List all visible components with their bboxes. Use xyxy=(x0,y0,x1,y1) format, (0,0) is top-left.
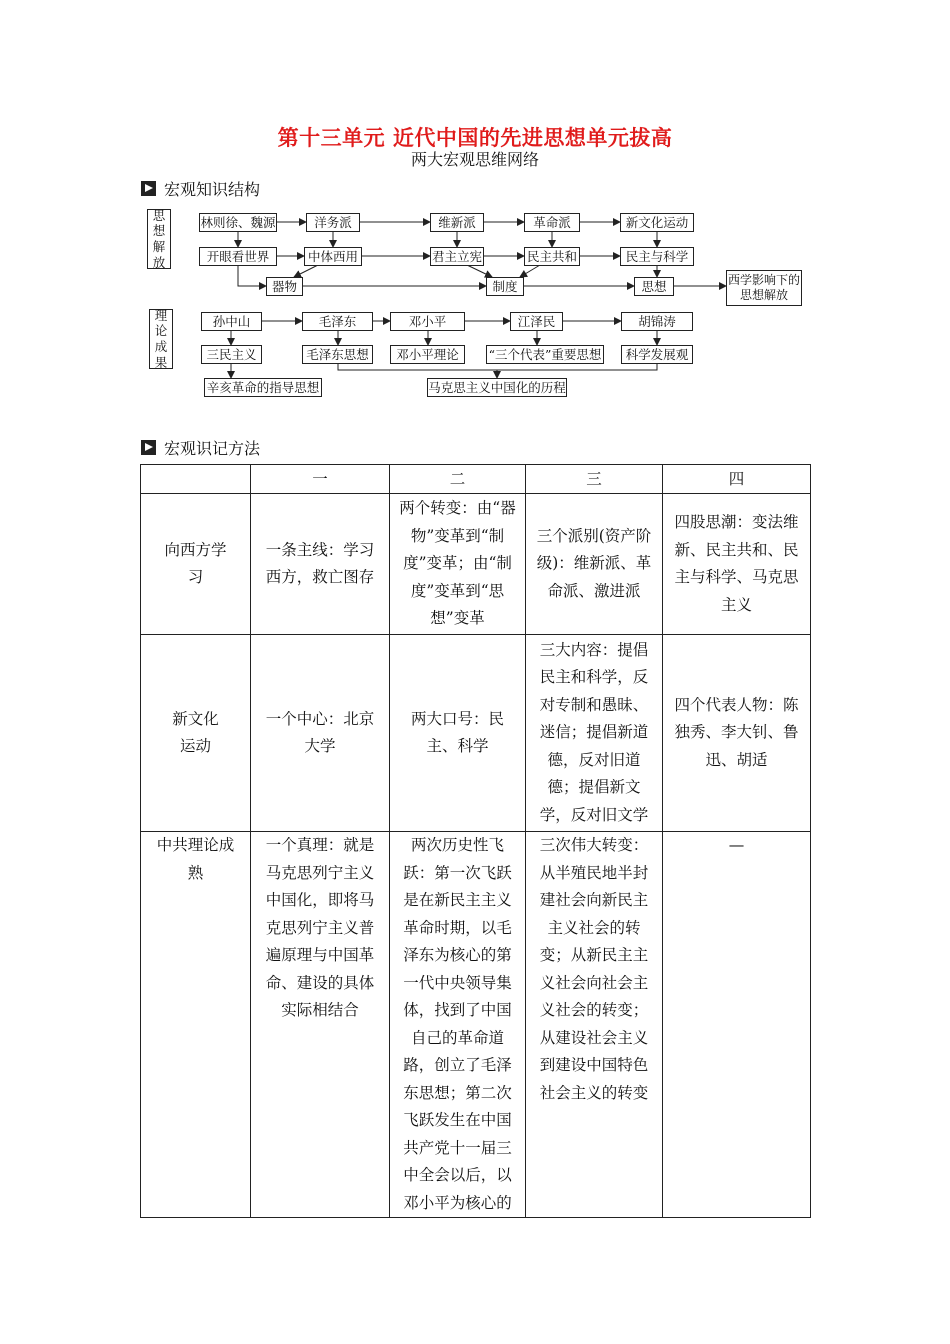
diagram-node-three-represents: “三个代表”重要思想 xyxy=(486,345,604,364)
table-header-row xyxy=(141,465,811,494)
diagram-node-hu: 胡锦涛 xyxy=(621,312,693,331)
table-row xyxy=(141,494,811,635)
table-header-cell: 四 xyxy=(663,465,811,494)
table-cell: 三大内容：提倡民主和科学，反对专制和愚昧、迷信；提倡新道德，反对旧道德；提倡新文学，反对旧文学 xyxy=(526,635,663,832)
diagram-node-revolutionaries: 革命派 xyxy=(524,213,580,232)
section-heading-label: 宏观识记方法 xyxy=(164,439,261,458)
table-header-cell: 一 xyxy=(251,465,390,494)
diagram-node-lin-wei: 林则徐、魏源 xyxy=(199,213,277,232)
table-cell: 一条主线：学习西方，救亡图存 xyxy=(251,494,390,635)
page-title: 第十三单元 近代中国的先进思想单元拔高 xyxy=(277,125,673,150)
table-cell: 四股思潮：变法维新、民主共和、民主与科学、马克思主义 xyxy=(663,494,811,635)
diagram-node-open-eyes: 开眼看世界 xyxy=(199,247,277,266)
diagram-node-jiang: 江泽民 xyxy=(510,312,563,331)
diagram-node-deng: 邓小平 xyxy=(390,312,465,331)
table-cell: 四个代表人物：陈独秀、李大钊、鲁迅、胡适 xyxy=(663,635,811,832)
table-cell: 两个转变：由“器物”变革到“制度”变革；由“制度”变革到“思想”变革 xyxy=(390,494,526,635)
table-header-cell: 三 xyxy=(526,465,663,494)
table-cell: 中共理论成熟 xyxy=(141,832,251,1218)
diagram-node-republic: 民主共和 xyxy=(524,247,580,266)
diagram-node-sun-yatsen: 孙中山 xyxy=(201,312,262,331)
table-cell: 两次历史性飞跃：第一次飞跃是在新民主主义革命时期，以毛泽东为核心的第一代中央领导集体，找到了中国自己的革命道路，创立了毛泽东思想；第二次飞跃发生在中国共产党十一届三中全会以后，以邓小平为核心的 xyxy=(390,832,526,1218)
table-row xyxy=(141,635,811,832)
diagram-node-reformists: 维新派 xyxy=(430,213,484,232)
table-cell: 新文化运动 xyxy=(141,635,251,832)
section-heading-label: 宏观知识结构 xyxy=(164,180,261,199)
diagram-label-theory-results: 理论成果 xyxy=(149,309,173,369)
table-cell: 向西方学习 xyxy=(141,494,251,635)
section-heading-methods xyxy=(141,436,260,459)
diagram-node-xinhai-guiding: 辛亥革命的指导思想 xyxy=(204,378,322,397)
diagram-connectors xyxy=(0,0,950,420)
diagram-node-deng-theory: 邓小平理论 xyxy=(390,345,465,364)
diagram-node-westernization: 洋务派 xyxy=(306,213,360,232)
diagram-label-thought-liberation: 思想解放 xyxy=(147,209,171,269)
table-cell: 三次伟大转变：从半殖民地半封建社会向新民主主义社会的转变；从新民主主义社会向社会主义社会的转变；从建设社会主义到建设中国特色社会主义的转变 xyxy=(526,832,663,1218)
diagram-node-three-principles: 三民主义 xyxy=(201,345,262,364)
table-cell: 一个真理：就是马克思列宁主义中国化，即将马克思列宁主义普遍原理与中国革命、建设的具体实际相结合 xyxy=(251,832,390,1218)
table-header-cell xyxy=(141,465,251,494)
diagram-node-result: 西学影响下的思想解放 xyxy=(726,270,802,306)
play-icon xyxy=(141,440,156,455)
diagram-node-new-culture: 新文化运动 xyxy=(620,213,694,232)
diagram-node-const-monarchy: 君主立宪 xyxy=(430,247,484,266)
diagram-node-scientific-dev: 科学发展观 xyxy=(621,345,693,364)
table-header-cell: 二 xyxy=(390,465,526,494)
table-cell: — xyxy=(663,832,811,1218)
table-cell: 一个中心：北京大学 xyxy=(251,635,390,832)
diagram-node-objects: 器物 xyxy=(266,277,303,296)
page-subtitle: 两大宏观思维网络 xyxy=(410,150,539,169)
diagram-node-sinicization: 马克思主义中国化的历程 xyxy=(427,378,567,397)
diagram-node-chinese-body: 中体西用 xyxy=(304,247,362,266)
diagram-node-mao-thought: 毛泽东思想 xyxy=(302,345,373,364)
diagram-node-system: 制度 xyxy=(486,277,524,296)
table-cell: 两大口号：民主、科学 xyxy=(390,635,526,832)
table-row xyxy=(141,832,811,1218)
diagram-node-mao: 毛泽东 xyxy=(302,312,373,331)
memory-method-table xyxy=(140,464,811,1218)
diagram-node-thought: 思想 xyxy=(634,277,674,296)
diagram-node-democracy-science: 民主与科学 xyxy=(620,247,694,266)
table-cell: 三个派别(资产阶级)：维新派、革命派、激进派 xyxy=(526,494,663,635)
